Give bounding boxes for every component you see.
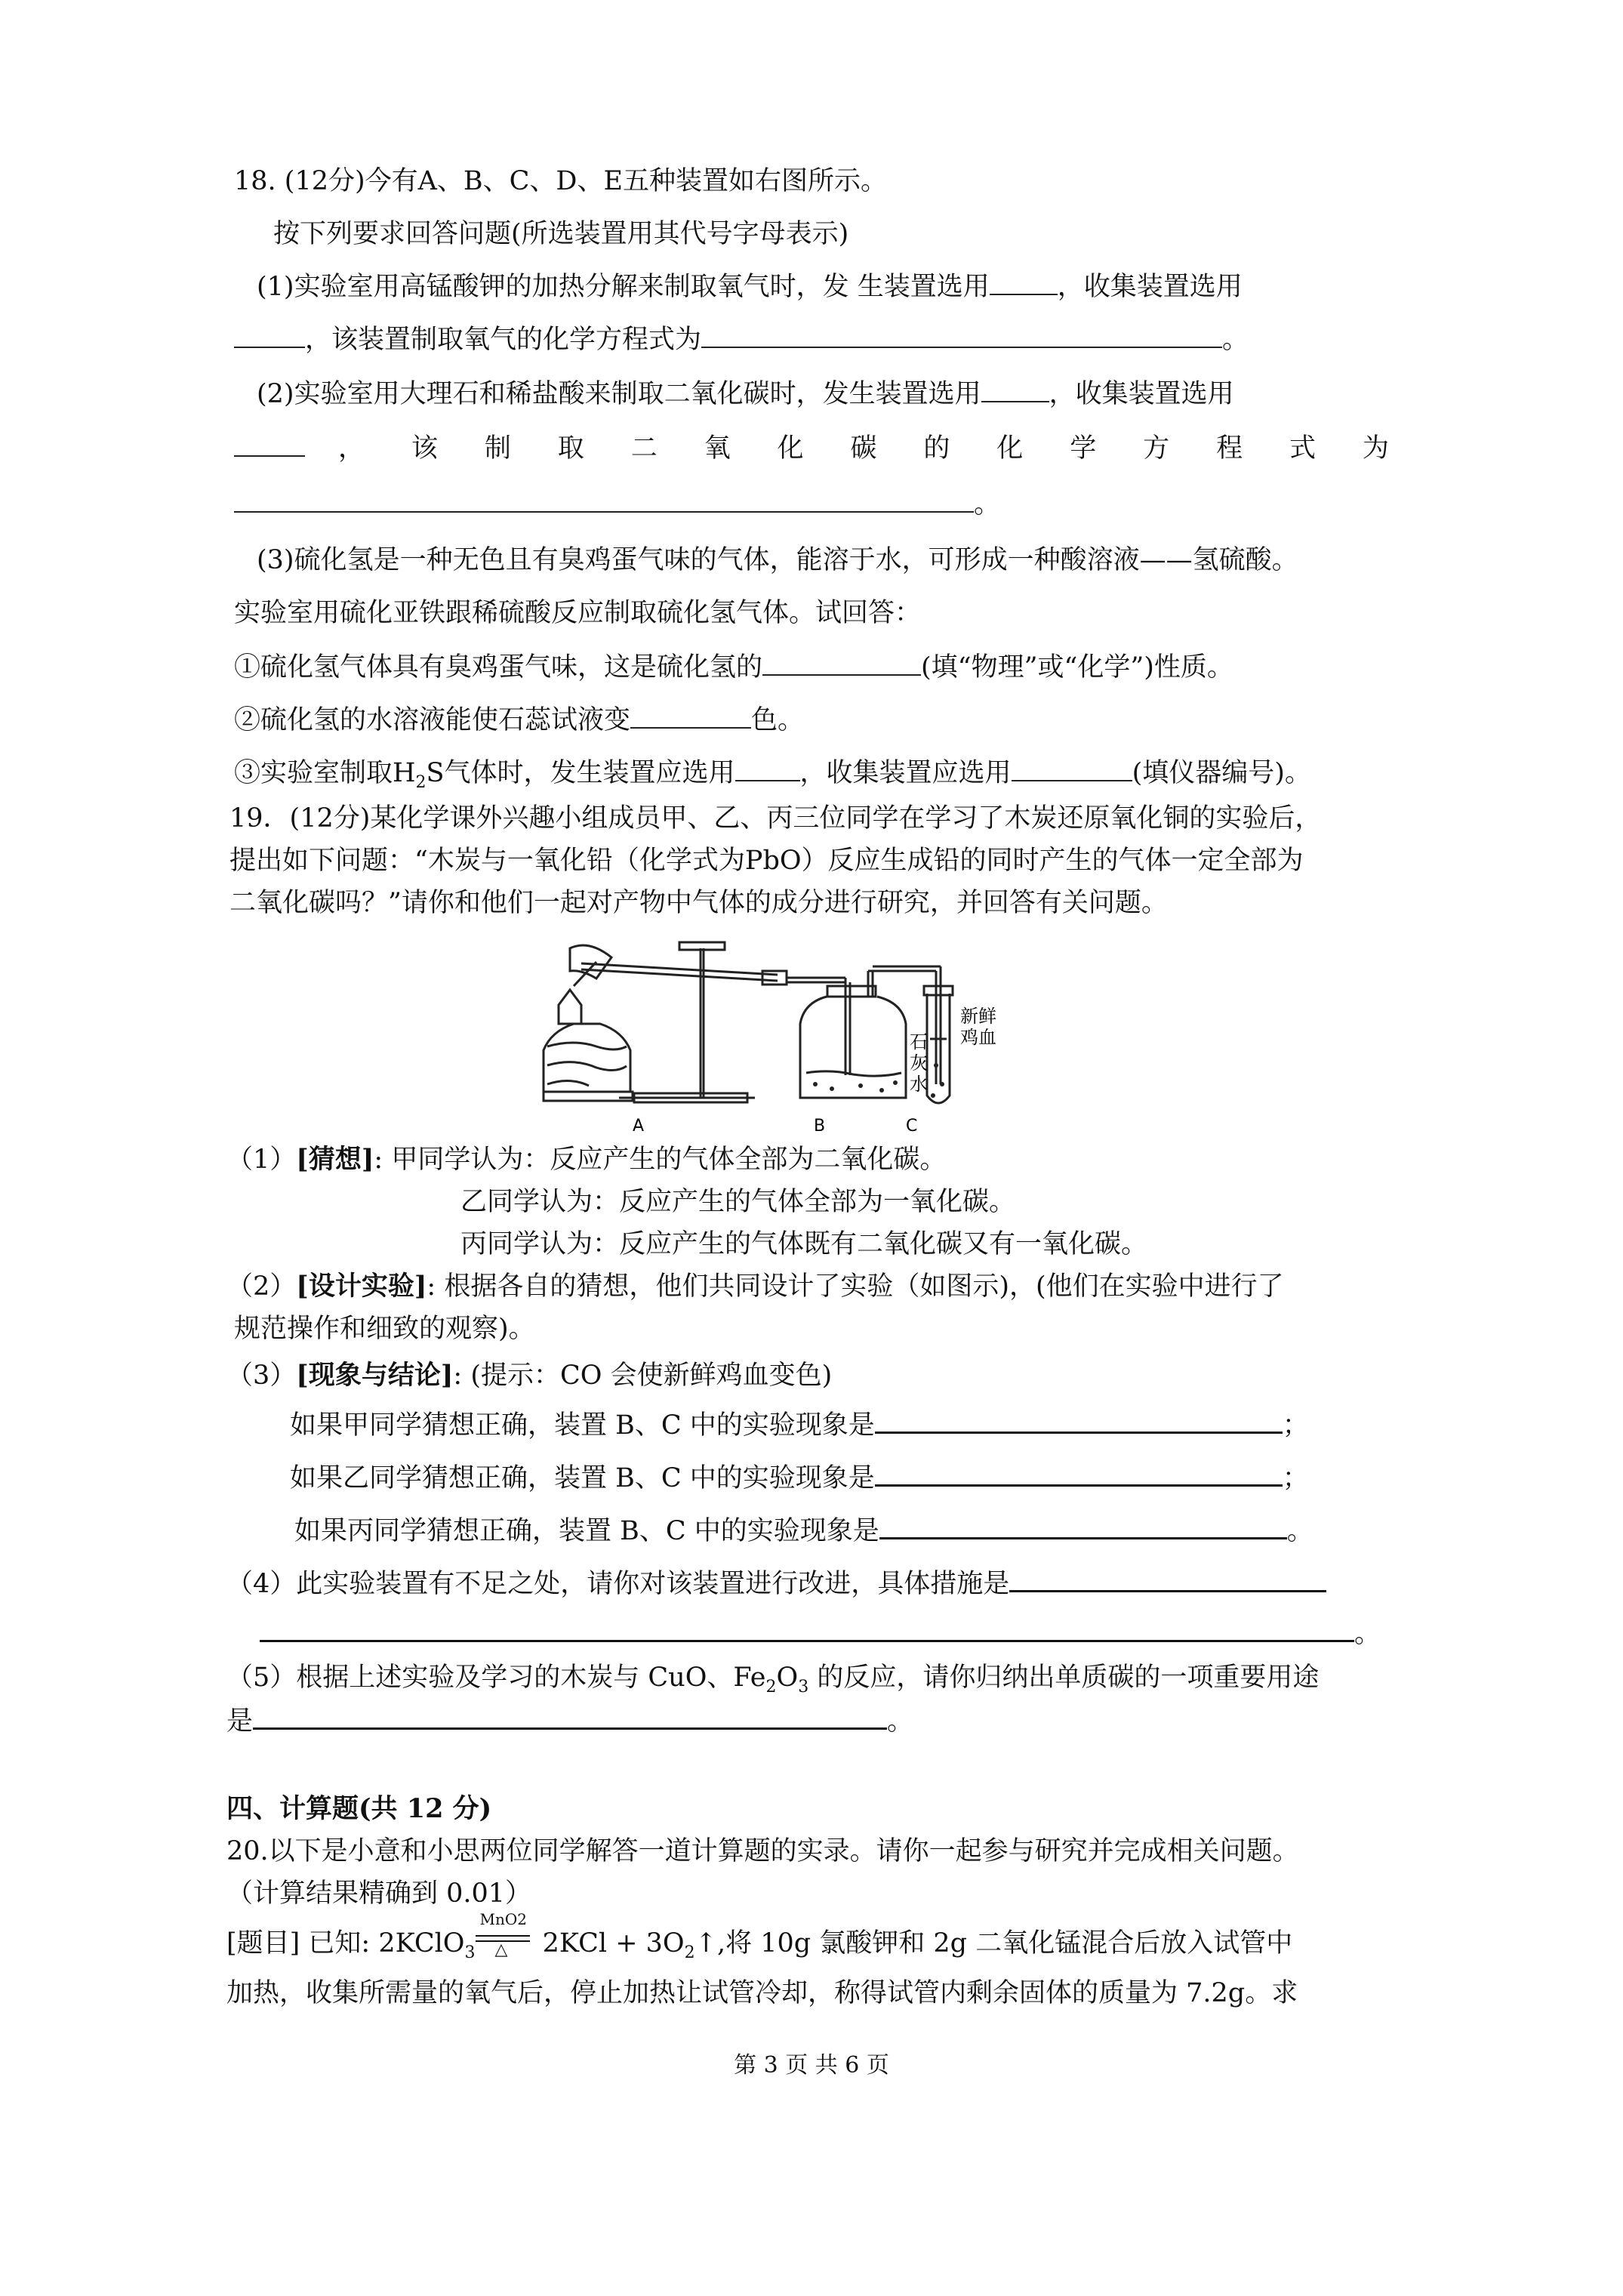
q18-p2-blank-collector-wrap (234, 430, 305, 467)
q18-s3-blank-collector[interactable] (1012, 757, 1132, 781)
q18-p2-spread-char: 化 (777, 433, 804, 464)
q18-p1-text-a: (1)实验室用高锰酸钾的加热分解来制取氧气时，发 生装置选用 (257, 272, 990, 302)
q19-r-num: （3） (226, 1361, 297, 1391)
q18-s2-text-a: ②硫化氢的水溶液能使石蕊试液变 (234, 705, 631, 735)
q18-s1-text-b: (填“物理”或“化学”)性质。 (921, 652, 1233, 683)
q19-d-text: : 根据各自的猜想，他们共同设计了实验（如图示)，(他们在实验中进行了 (427, 1271, 1284, 1302)
q18-p2-spread-char: 为 (1362, 433, 1389, 464)
q19-d-num: （2） (226, 1271, 297, 1302)
q19-g1-tag: [猜想] (296, 1144, 374, 1175)
q19-improve (226, 1566, 1326, 1602)
q18-p2-spread-char: 的 (923, 433, 950, 464)
q18-p2-spread-char: ， (338, 433, 365, 464)
q18-p2-blank-equation[interactable] (234, 488, 974, 513)
q18-part3-line2: 实验室用硫化亚铁跟稀硫酸反应制取硫化氢气体。试回答： (234, 598, 922, 628)
q19-i5-sub2: 3 (798, 1678, 809, 1697)
q18-s3-text-b: 气体时，发生装置应选用 (444, 758, 735, 788)
q18-p2-spread-char: 方 (1143, 433, 1170, 464)
q19-g1-text: : 甲同学认为：反应产生的气体全部为二氧化碳。 (374, 1145, 947, 1175)
q19-guess1 (226, 1142, 946, 1178)
section4-heading: 四、计算题(共 12 分) (226, 1793, 492, 1824)
q18-p2-spread-char: 该 (411, 433, 438, 464)
q19-r1-end: ； (1282, 1410, 1309, 1441)
q18-sub1 (234, 649, 1233, 686)
q19-i5-text-b: O (776, 1663, 799, 1693)
label-a: A (633, 1117, 645, 1136)
q18-p1-blank-equation[interactable] (701, 324, 1222, 348)
q18-sub3 (234, 755, 1311, 791)
q19-r-text: : (提示：CO 会使新鲜鸡血变色) (453, 1361, 833, 1391)
reaction-condition-sign (476, 1910, 534, 1959)
q19-r1-blank[interactable] (875, 1409, 1283, 1434)
q18-p1-text-b: ，收集装置选用 (1057, 272, 1243, 302)
q18-s1-text-a: ①硫化氢气体具有臭鸡蛋气味，这是硫化氢的 (234, 652, 763, 683)
q19-use-line2 (226, 1703, 913, 1740)
q18-p2-spread-char: 二 (630, 433, 658, 464)
q18-p2-spread-char: 式 (1289, 433, 1316, 464)
q18-p2-spread-line (338, 430, 1389, 467)
q18-p2-blank-generator[interactable] (981, 378, 1049, 402)
q19-line1: 19．(12分)某化学课外兴趣小组成员甲、乙、丙三位同学在学习了木炭还原氧化铜的实验后， (229, 803, 1322, 834)
q19-i5-text-a: （5）根据上述实验及学习的木炭与 CuO、Fe (226, 1663, 766, 1693)
q19-line2: 提出如下问题：“木炭与一氧化铅（化学式为PbO）反应生成铅的同时产生的气体一定全部为 (229, 846, 1304, 876)
q19-d-tag: [设计实验] (296, 1271, 427, 1302)
q20-l3-text-b: 2KCl + 3O (534, 1928, 685, 1959)
q18-p2-spread-char: 氧 (704, 433, 731, 464)
q18-p2-text-a: (2)实验室用大理石和稀盐酸来制取二氧化碳时，发生装置选用 (257, 379, 981, 409)
q18-p2-spread-char: 制 (484, 433, 511, 464)
q18-p1-end: 。 (1222, 325, 1249, 355)
q18-p2-spread-char: 化 (996, 433, 1024, 464)
label-c: C (906, 1117, 918, 1136)
alcohol-lamp-neck (559, 990, 581, 1024)
catalyst-label: MnO2 (479, 1910, 527, 1928)
q18-sub2 (234, 702, 804, 738)
q18-title: 18. (12分)今有A、B、C、D、E五种装置如右图所示。 (234, 166, 888, 196)
q19-r3-blank[interactable] (879, 1515, 1287, 1539)
q18-part2-line1 (257, 376, 1234, 412)
q19-result3 (294, 1513, 1313, 1549)
q19-use (226, 1660, 1319, 1696)
q19-i4-end: 。 (1354, 1619, 1381, 1649)
q18-part1-line1 (257, 269, 1243, 305)
q18-part2-line3 (234, 486, 1000, 522)
q19-i4-text: （4）此实验装置有不足之处，请你对该装置进行改进，具体措施是 (226, 1569, 1010, 1599)
q18-p2-spread-char: 程 (1216, 433, 1243, 464)
label-blood-2: 鸡血 (960, 1027, 996, 1048)
q19-result1 (290, 1407, 1309, 1444)
q20-line4: 加热，收集所需量的氧气后，停止加热让试管冷却，称得试管内剩余固体的质量为 7.2g。求 (226, 1978, 1298, 2008)
q18-p1-text-c: ，该装置制取氧气的化学方程式为 (305, 325, 702, 355)
label-limewater-1: 石 (910, 1031, 928, 1052)
q19-i5-sub1: 2 (765, 1678, 777, 1697)
q18-p1-blank-collector[interactable] (234, 324, 305, 348)
q19-i5-end: 。 (887, 1706, 914, 1737)
q19-r-tag: [现象与结论] (296, 1360, 454, 1391)
q19-design-line2: 规范操作和细致的观察)。 (234, 1314, 535, 1344)
q18-s3-text-a: ③实验室制取 (234, 758, 393, 788)
q18-part3-line1: (3)硫化氢是一种无色且有臭鸡蛋气味的气体，能溶于水，可形成一种酸溶液——氢硫酸。 (257, 545, 1298, 575)
q20-l3-text-a: [题目] 已知: 2KClO (226, 1928, 465, 1959)
q18-s3-blank-generator[interactable] (735, 757, 800, 781)
q19-r2-end: ； (1282, 1463, 1309, 1493)
q18-p2-spread-char: 碳 (850, 433, 877, 464)
q19-i5-blank[interactable] (253, 1705, 887, 1730)
q18-p2-spread-char: 取 (557, 433, 584, 464)
page-footer: 第 3 页 共 6 页 (734, 2052, 889, 2079)
q20-l3-sub2: 2 (684, 1943, 695, 1962)
q19-r2-blank[interactable] (875, 1462, 1283, 1487)
q18-p2-blank-collector[interactable] (234, 433, 305, 457)
q19-i4-blank2[interactable] (260, 1617, 1354, 1642)
q18-part1-line2 (234, 322, 1249, 358)
apparatus-figure (528, 933, 1027, 1160)
q19-result-head (226, 1358, 832, 1394)
label-limewater-3: 水 (910, 1074, 928, 1095)
q18-p2-end: 。 (974, 489, 1001, 519)
q19-improve-line2 (260, 1616, 1381, 1652)
q18-p1-blank-generator[interactable] (990, 271, 1058, 295)
q20-l3-text-c: ↑,将 10g 氯酸钾和 2g 二氧化锰混合后放入试管中 (694, 1928, 1293, 1959)
q20-line3 (226, 1910, 1293, 1962)
q19-r3-text: 如果丙同学猜想正确，装置 B、C 中的实验现象是 (294, 1516, 879, 1546)
q19-result2 (290, 1460, 1309, 1496)
label-blood-1: 新鲜 (960, 1006, 996, 1027)
q18-s3-text-c: ，收集装置应选用 (799, 758, 1012, 788)
flame-area (570, 945, 611, 978)
q19-line3: 二氧化碳吗？”请你和他们一起对产物中气体的成分进行研究，并回答有关问题。 (229, 888, 1168, 918)
q18-s2-blank[interactable] (630, 704, 751, 729)
q19-g1-num: （1） (226, 1145, 297, 1175)
q20-line2: （计算结果精确到 0.01） (226, 1878, 532, 1909)
q19-design (226, 1268, 1284, 1305)
q18-s3-formula-h: H (393, 758, 416, 788)
q20-l3-sub1: 3 (464, 1943, 476, 1962)
q18-s3-formula-s: S (426, 758, 445, 788)
q19-r2-text: 如果乙同学猜想正确，装置 B、C 中的实验现象是 (290, 1463, 875, 1493)
q19-i5-text-d: 是 (226, 1706, 254, 1737)
q20-line1: 20.以下是小意和小思两位同学解答一道计算题的实录。请你一起参与研究并完成相关问题。 (226, 1836, 1299, 1866)
label-limewater-2: 灰 (910, 1052, 928, 1074)
q18-s1-blank[interactable] (762, 652, 921, 676)
q19-guess3: 丙同学认为：反应产生的气体既有二氧化碳又有一氧化碳。 (460, 1229, 1148, 1259)
q19-i4-blank1[interactable] (1009, 1567, 1326, 1592)
q19-r3-end: 。 (1286, 1516, 1313, 1546)
q18-p2-text-b: ，收集装置选用 (1049, 379, 1234, 409)
q19-guess2: 乙同学认为：反应产生的气体全部为一氧化碳。 (460, 1187, 1016, 1217)
label-b: B (814, 1117, 826, 1136)
q18-s3-text-d: (填仪器编号)。 (1132, 758, 1311, 788)
q19-i5-text-c: 的反应，请你归纳出单质碳的一项重要用途 (808, 1663, 1320, 1693)
q18-p2-spread-char: 学 (1070, 433, 1097, 464)
q18-s3-formula-sub: 2 (415, 773, 427, 792)
heat-symbol: △ (494, 1940, 508, 1959)
q18-instruction: 按下列要求回答问题(所选装置用其代号字母表示) (273, 219, 849, 249)
q18-s2-text-b: 色。 (751, 705, 805, 735)
q19-r1-text: 如果甲同学猜想正确，装置 B、C 中的实验现象是 (290, 1410, 875, 1441)
